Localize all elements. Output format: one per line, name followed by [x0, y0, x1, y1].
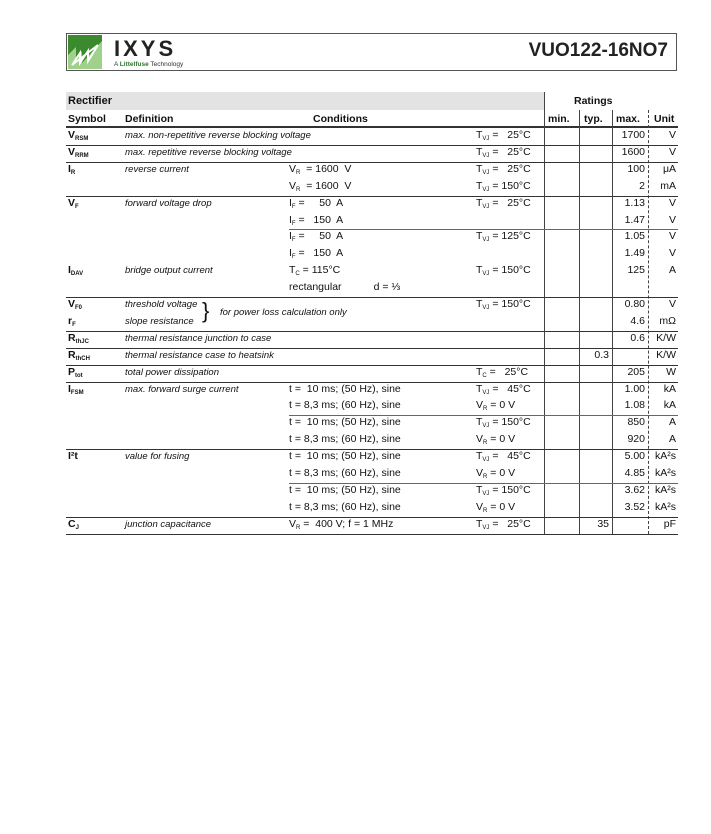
section-title: Rectifier [68, 95, 113, 107]
page-header [66, 33, 677, 71]
table-row [66, 331, 678, 348]
row-unit: K/W [656, 348, 676, 361]
row-temp-condition: $V_R = 0$ V [476, 500, 516, 514]
row-max: 5.00 [624, 450, 645, 463]
row-symbol: I²t [68, 450, 78, 463]
row-temp-condition: $T_{VJ} = 25^\circ C$ [476, 517, 531, 531]
col-max: max. [616, 113, 640, 125]
ixys-logo-icon [68, 35, 102, 69]
table-row [66, 517, 678, 534]
row-max: 4.85 [624, 467, 645, 479]
table-row [66, 382, 678, 399]
row-max: 1600 [621, 145, 645, 158]
row-max: 3.52 [624, 500, 645, 513]
row-temp-condition: $T_{VJ} = 150^\circ C$ [476, 483, 531, 497]
table-row [66, 432, 678, 449]
row-condition: $V_R = 1600$ V [289, 179, 352, 193]
row-definition: thermal resistance junction to case [125, 332, 272, 344]
row-max: 3.62 [624, 483, 645, 496]
row-max: 920 [627, 433, 645, 446]
row-condition: t = 10 ms; (50 Hz), sine [289, 483, 401, 496]
row-unit: A [668, 433, 676, 446]
table-row [66, 246, 678, 263]
row-max: 125 [627, 264, 645, 277]
row-temp-condition: $V_R = 0$ V [476, 467, 516, 480]
col-conditions: Conditions [313, 113, 368, 125]
row-temp-condition: $V_R = 0$ V [476, 433, 516, 447]
row-unit: V [668, 145, 676, 158]
row-max: 100 [627, 162, 645, 175]
row-condition: t = 10 ms; (50 Hz), sine [289, 450, 401, 463]
row-max: 1.13 [624, 196, 645, 209]
row-symbol: $V_{RRM}$ [68, 145, 89, 159]
col-unit: Unit [654, 113, 675, 125]
row-unit: V [668, 298, 676, 310]
row-symbol: $V_F$ [68, 196, 79, 210]
table-row [66, 229, 678, 246]
row-unit: V [668, 196, 676, 209]
row-typ: 35 [597, 517, 609, 530]
row-unit: V [668, 230, 676, 243]
table-row [66, 213, 678, 230]
row-symbol: $V_{F0}$ [68, 298, 83, 311]
col-min: min. [548, 113, 570, 125]
table-row [66, 483, 678, 500]
row-temp-condition: $T_{VJ} = 125^\circ C$ [476, 230, 531, 244]
row-symbol: $I_{FSM}$ [68, 382, 84, 396]
row-definition: slope resistance [125, 315, 194, 327]
row-unit: kA [663, 382, 676, 395]
row-max: 1.47 [624, 213, 645, 226]
row-unit: W [666, 365, 676, 378]
table-row [66, 365, 678, 382]
row-max: 0.6 [630, 331, 645, 344]
brace: } [202, 298, 210, 323]
row-condition: $I_F$ = 50 A [289, 196, 344, 210]
row-max: 1.00 [624, 382, 645, 395]
row-definition: thermal resistance case to heatsink [125, 349, 274, 361]
row-typ: 0.3 [594, 348, 609, 361]
row-unit: kA²s [655, 450, 676, 463]
col-symbol: Symbol [68, 113, 106, 125]
row-definition: max. forward surge current [125, 383, 239, 395]
row-unit: μA [662, 162, 676, 175]
table-row [66, 297, 678, 314]
row-temp-condition: $T_{VJ} = 150^\circ C$ [476, 264, 531, 278]
row-symbol: $I_R$ [68, 162, 76, 176]
row-definition: junction capacitance [125, 518, 212, 530]
row-temp-condition: $T_{VJ} = 25^\circ C$ [476, 129, 531, 142]
row-unit: mΩ [659, 314, 676, 327]
row-definition: value for fusing [125, 451, 190, 463]
row-symbol: $V_{RSM}$ [68, 129, 89, 142]
table-row [66, 128, 678, 145]
row-definition: bridge output current [125, 265, 213, 277]
row-max: 1700 [621, 129, 645, 141]
table-row [66, 179, 678, 196]
row-max: 2 [639, 179, 645, 192]
row-unit: kA [663, 399, 676, 412]
table-row [66, 466, 678, 483]
row-unit: kA²s [655, 500, 676, 513]
row-temp-condition: $T_{VJ} = 150^\circ C$ [476, 179, 531, 193]
row-condition: t = 8,3 ms; (60 Hz), sine [289, 399, 401, 412]
row-unit: K/W [656, 331, 676, 344]
row-condition: $V_R = 400$ V; f = 1 MHz [289, 517, 394, 531]
row-condition: t = 10 ms; (50 Hz), sine [289, 416, 401, 429]
row-symbol: $R_{thJC}$ [68, 331, 89, 345]
row-max: 1.05 [624, 230, 645, 243]
brand-tagline: A Littelfuse Technology [114, 61, 184, 68]
table-row [66, 398, 678, 415]
row-condition: t = 10 ms; (50 Hz), sine [289, 382, 401, 395]
row-condition: t = 8,3 ms; (60 Hz), sine [289, 467, 401, 479]
row-temp-condition: $T_{VJ} = 45^\circ C$ [476, 450, 531, 464]
col-definition: Definition [125, 113, 174, 125]
section-band [66, 92, 544, 110]
row-temp-condition: $T_{VJ} = 45^\circ C$ [476, 382, 531, 396]
row-max: 1.08 [624, 399, 645, 412]
row-temp-condition: $T_{VJ} = 25^\circ C$ [476, 196, 531, 210]
row-max: 4.6 [630, 314, 645, 327]
row-definition: reverse current [125, 163, 189, 175]
table-row [66, 263, 678, 280]
table-row [66, 348, 678, 365]
row-symbol: $I_{DAV}$ [68, 264, 84, 278]
row-definition: max. non-repetitive reverse blocking voltage [125, 130, 311, 141]
row-unit: V [668, 129, 676, 141]
row-definition: threshold voltage [125, 299, 198, 310]
brace-note: for power loss calculation only [220, 307, 347, 318]
row-unit: mA [660, 179, 676, 192]
row-unit: A [668, 264, 676, 277]
row-condition: $T_C = 115^\circ C$ [289, 264, 341, 278]
row-temp-condition: $T_{VJ} = 150^\circ C$ [476, 416, 531, 430]
row-max: 205 [627, 365, 645, 378]
ratings-label: Ratings [574, 95, 613, 107]
row-unit: kA²s [655, 467, 676, 479]
row-temp-condition: $T_{VJ} = 25^\circ C$ [476, 145, 531, 159]
row-symbol: $C_J$ [68, 517, 79, 531]
table-row [66, 196, 678, 213]
row-symbol: $r_F$ [68, 314, 76, 328]
table-row [66, 500, 678, 517]
row-condition: $I_F$ = 50 A [289, 230, 344, 244]
row-max: 850 [627, 416, 645, 429]
row-separator [66, 534, 678, 535]
row-unit: V [668, 247, 676, 260]
row-definition: total power dissipation [125, 366, 219, 378]
table-row [66, 162, 678, 179]
row-max: 1.49 [624, 247, 645, 260]
row-condition: t = 8,3 ms; (60 Hz), sine [289, 433, 401, 446]
row-definition: max. repetitive reverse blocking voltage [125, 146, 292, 158]
row-definition: forward voltage drop [125, 197, 212, 209]
row-condition: $V_R = 1600$ V [289, 162, 352, 176]
row-temp-condition: $T_C = 25^\circ C$ [476, 365, 529, 379]
table-row [66, 280, 678, 297]
brand-name: IXYS [114, 36, 177, 61]
row-temp-condition: $T_{VJ} = 25^\circ C$ [476, 162, 531, 176]
table-row [66, 415, 678, 432]
row-unit: pF [663, 517, 676, 530]
row-unit: kA²s [655, 483, 676, 496]
row-temp-condition: $V_R = 0$ V [476, 399, 516, 413]
row-unit: A [668, 416, 676, 429]
table-row [66, 145, 678, 162]
part-number: VUO122-16NO7 [528, 40, 668, 61]
row-condition: t = 8,3 ms; (60 Hz), sine [289, 500, 401, 513]
row-condition: $I_F = 150$ A [289, 213, 344, 227]
col-typ: typ. [584, 113, 603, 125]
table-row [66, 449, 678, 466]
row-symbol: $R_{thCH}$ [68, 348, 90, 362]
table-row [66, 314, 678, 331]
row-symbol: $P_{tot}$ [68, 365, 83, 379]
row-temp-condition: $T_{VJ} = 150^\circ C$ [476, 298, 531, 311]
row-condition: $I_F = 150$ A [289, 247, 344, 261]
row-unit: V [668, 213, 676, 226]
row-max: 0.80 [624, 298, 645, 310]
row-condition: rectangular d = ⅓ [289, 281, 401, 294]
